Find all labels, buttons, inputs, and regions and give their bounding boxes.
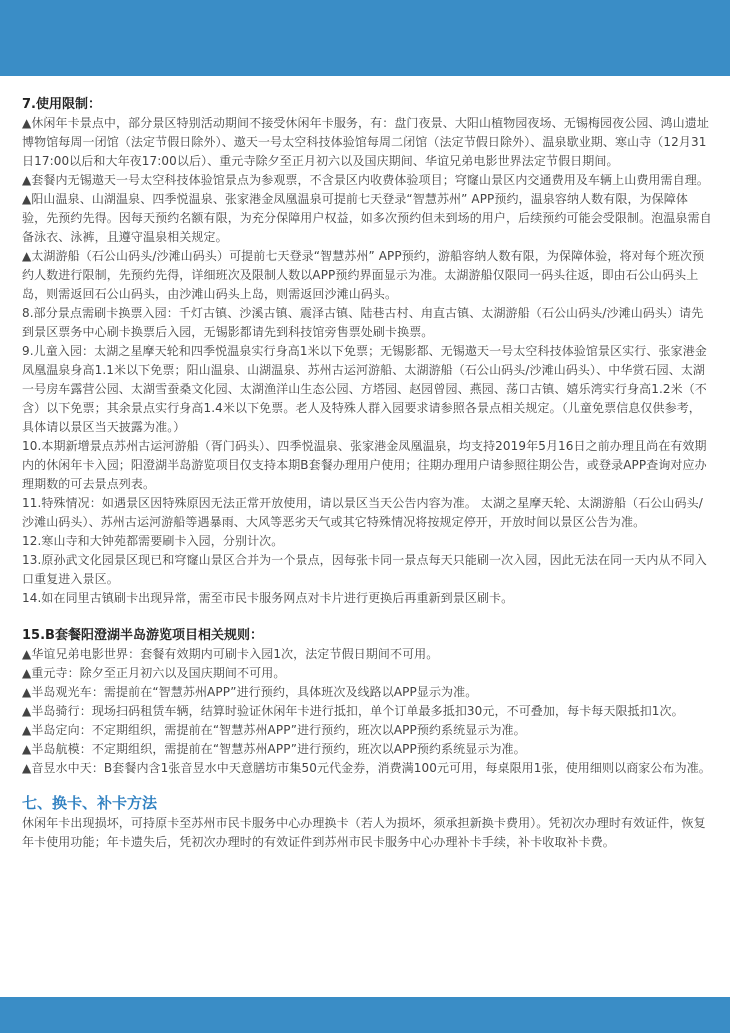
section-11-para: 11.特殊情况：如遇景区因特殊原因无法正常开放使用，请以景区当天公告内容为准。 太湖之星摩天轮、太湖游船（石公山码头/沙滩山码头）、苏州古运河游船等遇暴雨、大风等恶劣天气或其它特殊情况将按规定停开，开放时间以景区公告为准。 — [22, 496, 703, 529]
section-7-para: ▲套餐内无锡遨天一号太空科技体验馆景点为参观票，不含景区内收费体验项目；穹窿山景区内交通费用及车辆上山费用需自理。 — [22, 173, 709, 187]
section-14-para: 14.如在同里古镇刷卡出现异常，需至市民卡服务网点对卡片进行更换后再重新到景区刷卡。 — [22, 591, 514, 605]
spacer — [22, 608, 712, 626]
section-7-title: 7.使用限制： — [22, 97, 101, 112]
section-7-para: ▲阳山温泉、山湖温泉、四季悦温泉、张家港金凤凰温泉可提前七天登录“智慧苏州” APP预约，温泉容纳人数有限，为保障体验，先预约先得。因每天预约名额有限，为充分保障用户权益，如多次预约但未到场的用户，后续预约可能会受限制。泡温泉需自备泳衣、泳裤，且遵守温泉相关规定。 — [22, 192, 712, 244]
section-13-para: 13.原孙武文化园景区现已和穹窿山景区合并为一个景点，因每张卡同一景点每天只能刷一次入园，因此无法在同一天内从不同入口重复进入景区。 — [22, 553, 707, 586]
section-8-para: 8.部分景点需刷卡换票入园：千灯古镇、沙溪古镇、震泽古镇、陆巷古村、甪直古镇、太湖游船（石公山码头/沙滩山码头）请先到景区票务中心刷卡换票后入园，无锡影都请先到科技馆旁售票处刷卡换票。 — [22, 306, 704, 339]
section-15-para: ▲重元寺：除夕至正月初六以及国庆期间不可用。 — [22, 666, 286, 680]
section-15-para: ▲半岛定向：不定期组织，需提前在“智慧苏州APP”进行预约，班次以APP预约系统显示为准。 — [22, 723, 526, 737]
section-7-para: ▲休闲年卡景点中，部分景区特别活动期间不接受休闲年卡服务，有：盘门夜景、大阳山植物园夜场、无锡梅园夜公园、鸿山遗址博物馆每周一闭馆（法定节假日除外）、遨天一号太空科技体验馆每周二闭馆（法定节假日除外）、温泉歇业期、寒山寺（12月31日17:00以后和大年夜17:00以后）、重元寺除夕至正月初六以及国庆期间、华谊兄弟电影世界法定节假日期间。 — [22, 116, 709, 168]
section-7-para: ▲太湖游船（石公山码头/沙滩山码头）可提前七天登录“智慧苏州” APP预约，游船容纳人数有限，为保障体验，将对每个班次预约人数进行限制，先预约先得，详细班次及限制人数以APP预约界面显示为准。太湖游船仅限同一码头往返，即由石公山码头上岛，则需返回石公山码头，由沙滩山码头上岛，则需返回沙滩山码头。 — [22, 249, 705, 301]
section-15-para: ▲音昱水中天：B套餐内含1张音昱水中天意膳坊市集50元代金券，消费满100元可用，每桌限用1张，使用细则以商家公布为准。 — [22, 761, 711, 775]
section-15-para: ▲半岛航模：不定期组织，需提前在“智慧苏州APP”进行预约，班次以APP预约系统显示为准。 — [22, 742, 526, 756]
section-15-para: ▲半岛观光车：需提前在“智慧苏州APP”进行预约，具体班次及线路以APP显示为准。 — [22, 685, 478, 699]
header-band — [0, 0, 730, 76]
chapter-7-para: 休闲年卡出现损坏，可持原卡至苏州市民卡服务中心办理换卡（若人为损坏，须承担新换卡费用）。凭初次办理时有效证件，恢复年卡使用功能；年卡遗失后，凭初次办理时的有效证件到苏州市民卡服务中心办理补卡手续，补卡收取补卡费。 — [22, 816, 706, 849]
section-10-para: 10.本期新增景点苏州古运河游船（胥门码头）、四季悦温泉、张家港金凤凰温泉，均支持2019年5月16日之前办理且尚在有效期内的休闲年卡入园；阳澄湖半岛游览项目仅支持本期B套餐办理用户使用；往期办理用户请参照往期公告，或登录APP查询对应办理期数的可去景点列表。 — [22, 439, 707, 491]
spacer — [22, 778, 712, 792]
footer-band — [0, 997, 730, 1033]
section-15-para: ▲半岛骑行：现场扫码租赁车辆，结算时验证休闲年卡进行抵扣，单个订单最多抵扣30元，不可叠加，每卡每天限抵扣1次。 — [22, 704, 684, 718]
section-9-para: 9.儿童入园：太湖之星摩天轮和四季悦温泉实行身高1米以下免票；无锡影都、无锡遨天一号太空科技体验馆景区实行、张家港金凤凰温泉身高1.1米以下免票；阳山温泉、山湖温泉、苏州古运河游船、太湖游船（石公山码头/沙滩山码头）、中华赏石园、太湖一号房车露营公园、太湖雪蚕桑文化园、太湖渔洋山生态公园、方塔园、赵园曾园、燕园、荡口古镇、嬉乐湾实行身高1.2米（不含）以下免票；其余景点实行身高1.4米以下免票。老人及特殊人群入园要求请参照各景点相关规定。（儿童免票信息仅供参考，具体请以景区当天披露为准。） — [22, 344, 707, 434]
chapter-7-heading: 七、换卡、补卡方法 — [22, 794, 158, 812]
section-15-title: 15.B套餐阳澄湖半岛游览项目相关规则： — [22, 628, 263, 643]
section-15-para: ▲华谊兄弟电影世界：套餐有效期内可刷卡入园1次，法定节假日期间不可用。 — [22, 647, 439, 661]
section-12-para: 12.寒山寺和大钟苑都需要刷卡入园，分别计次。 — [22, 534, 284, 548]
document-body — [22, 95, 712, 852]
